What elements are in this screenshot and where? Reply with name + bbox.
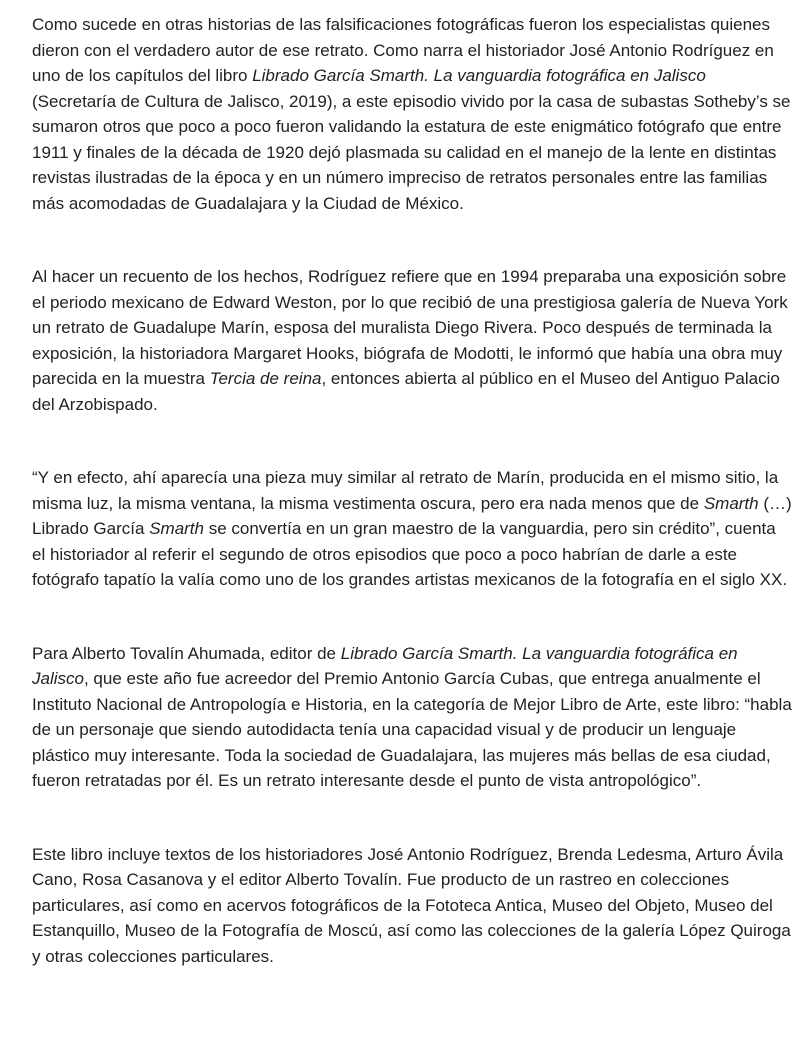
paragraph-text: se convertía en un gran maestro de la vanguardia, pero sin crédito”, cuenta el historiador al referir el segundo de otros episodios que poco a poco habrían de darle a este fotógrafo tapatío la valía como uno de los grandes artistas mexicanos de la fotografía en el siglo XX. — [32, 519, 788, 589]
paragraph-4 — [32, 641, 792, 794]
paragraph-text: Este libro incluye textos de los historiadores José Antonio Rodríguez, Brenda Ledesma, Arturo Ávila Cano, Rosa Casanova y el editor Alberto Tovalín. Fue producto de un rastreo en colecciones particulares, así como en acervos fotográficos de la Fototeca Antica, Museo del Objeto, Museo del Estanquillo, Museo de la Fotografía de Moscú, así como las colecciones de la galería López Quiroga y otras colecciones particulares. — [32, 844, 791, 966]
paragraph-text: Para Alberto Tovalín Ahumada, editor de — [32, 643, 341, 663]
paragraph-3 — [32, 465, 792, 593]
paragraph-1 — [32, 12, 792, 216]
article-body — [32, 12, 792, 1017]
emphasis-text: Smarth — [149, 519, 204, 538]
book-title: Librado García Smarth. La vanguardia fotográfica en Jalisco — [32, 643, 738, 688]
book-title: Librado García Smarth. La vanguardia fotográfica en Jalisco — [252, 66, 706, 85]
paragraph-text: , que este año fue acreedor del Premio Antonio García Cubas, que entrega anualmente el Instituto Nacional de Antropología e Historia, en la categoría de Mejor Libro de Arte, este libro: “habla de un personaje que siendo autodidacta tenía una capacidad visual y de producir un lenguaje plástico muy interesante. Toda la sociedad de Guadalajara, las mujeres más bellas de esa ciudad, fueron retratadas por él. Es un retrato interesante desde el punto de vista antropológico”. — [32, 669, 792, 790]
paragraph-text: Al hacer un recuento de los hechos, Rodríguez refiere que en 1994 preparaba una exposición sobre el periodo mexicano de Edward Weston, por lo que recibió de una prestigiosa galería de Nueva York un retrato de Guadalupe Marín, esposa del muralista Diego Rivera. Poco después de terminada la exposición, la historiadora Margaret Hooks, biógrafa de Modotti, le informó que había una obra muy parecida en la muestra — [32, 267, 788, 388]
paragraph-5 — [32, 842, 792, 970]
exhibition-title: Tercia de reina — [209, 369, 322, 388]
paragraph-text: (Secretaría de Cultura de Jalisco, 2019), a este episodio vivido por la casa de subastas Sotheby’s se sumaron otros que poco a poco fueron validando la estatura de este enigmático fotógrafo que entre 1911 y finales de la década de 1920 dejó plasmada su calidad en el manejo de la lente en distintas revistas ilustradas de la época y en un número impreciso de retratos personales entre las familias más acomodadas de Guadalajara y la Ciudad de México. — [32, 91, 791, 213]
paragraph-text: Como sucede en otras historias de las falsificaciones fotográficas fueron los especialistas quienes dieron con el verdadero autor de ese retrato. Como narra el historiador José Antonio Rodríguez en uno de los capítulos del libro — [32, 15, 774, 85]
paragraph-text: “Y en efecto, ahí aparecía una pieza muy similar al retrato de Marín, producida en el mismo sitio, la misma luz, la misma ventana, la misma vestimenta oscura, pero era nada menos que de — [32, 468, 779, 513]
paragraph-2 — [32, 264, 792, 417]
paragraph-text: , entonces abierta al público en el Museo del Antiguo Palacio del Arzobispado. — [32, 369, 780, 414]
emphasis-text: Smarth — [703, 493, 759, 513]
paragraph-text: (…) Librado García — [32, 493, 792, 538]
